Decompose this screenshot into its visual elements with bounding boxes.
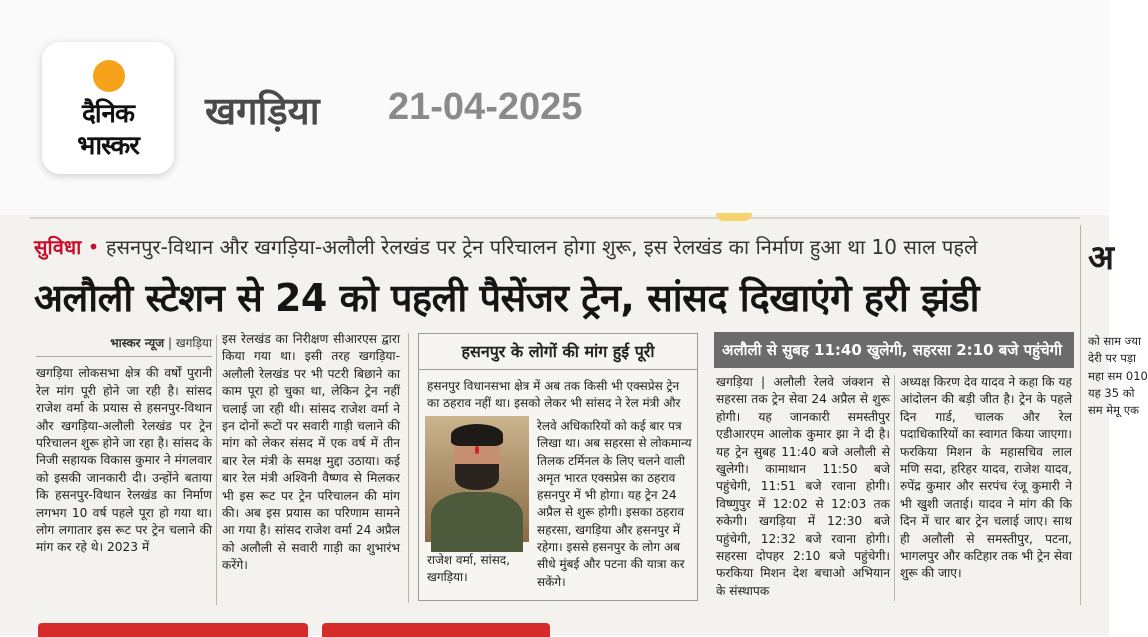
next-story-text: को साम ज्या देरी पर पड़ा महा सम 010 यह 35 को सम मेमू एक [1088,334,1148,418]
photo-hair [451,424,503,446]
next-story-cut [1088,233,1148,633]
header [0,0,1109,215]
article-column-5: अध्यक्ष किरण देव यादव ने कहा कि यह आंदोलन की बड़ी जीत है। ट्रेन के पहले दिन गार्ड, चालक और रेल पदाधिकारियों का स्वागत किया जाएगा। फरकिया मिशन के महासचिव लाल मणि सदा, हरिहर यादव, राजेश यादव, रुपेंद्र कुमार और सरपंच रंजू कुमारी ने भी खुशी जताई। यादव ने मांग की कि दिन में चार बार ट्रेन चलाई जाए। साथ ही अलौली से समस्तीपुर, पटना, भागलपुर और कटिहार तक भी ट्रेन सेवा शुरू की जाए। [900,375,1072,581]
logo-line-2: भास्कर [77,131,139,161]
box-heading: हसनपुर के लोगों की मांग हुई पूरी [419,334,697,370]
mp-photo [425,416,529,542]
byline-place: खगड़िया [175,336,212,350]
box-lead-text: हसनपुर विधानसभा क्षेत्र में अब तक किसी भी एक्सप्रेस ट्रेन का ठहराव नहीं था। इसको लेकर भी सांसद ने रेल मंत्री और [427,379,681,411]
sun-icon [93,60,125,92]
top-divider [30,217,1080,219]
article-column-1 [36,335,212,557]
photo-beard [455,464,499,490]
headline: अलौली स्टेशन से 24 को पहली पैसेंजर ट्रेन, सांसद दिखाएंगे हरी झंडी [34,276,979,320]
kicker-subheading: हसनपुर-विथान और खगड़िया-अलौली रेलखंड पर ट्रेन परिचालन होगा शुरू, इस रेलखंड का निर्माण हुआ था 10 साल पहले [105,235,978,259]
kicker [34,233,978,260]
edition-date: 21-04-2025 [388,86,583,128]
bottom-red-banner [38,623,308,637]
sun-glow-decoration [716,213,752,221]
kicker-tag: सुविधा [34,235,82,259]
byline: भास्कर न्यूज | खगड़िया [36,335,212,357]
article-column-2: इस रेलखंड का निरीक्षण सीआरएस द्वारा किया गया था। इसी तरह खगड़िया-अलौली रेलखंड पर भी पटरी बिछाने का काम पूरा हो चुका था, लेकिन ट्रेन नहीं चलाई जा रही थी। सांसद राजेश वर्मा ने इन दोनों रूटों पर सवारी गाड़ी चलाने की मांग को लेकर संसद में एक वर्ष में तीन बार रेल मंत्री के समक्ष मुद्दा उठाया। कई बार रेल मंत्री अश्विनी वैष्णव से मिलकर भी इस रूट पर ट्रेन परिचालन की मांग की। अब इस प्रयास का परिणाम सामने आ गया है। सांसद राजेश वर्मा 24 अप्रैल को अलौली से सवारी गाड़ी का शुभारंभ करेंगे। [222,332,400,573]
photo-shirt [431,492,523,552]
photo-tilak [475,446,479,454]
next-story-headline: अ [1088,238,1114,278]
column-1-text: खगड़िया लोकसभा क्षेत्र की वर्षों पुरानी रेल मांग पूरी होने जा रही है। सांसद राजेश वर्मा के प्रयास से हसनपुर-विथान और खगड़िया-अलौली रेलखंड पर ट्रेन परिचालन शुरू होने जा रहा है। सांसद के निजी सहायक विकास कुमार ने मंगलवार को इसकी जानकारी दी। उन्होंने बताया कि हसनपुर-विथान रेलखंड का निर्माण लगभग 10 वर्ष पहले पूरा हो गया था। लोग लगातार इस रूट पर ट्रेन चलाने की मांग कर रहे थे। 2023 में [36,366,212,555]
city-name: खगड़िया [205,89,320,133]
logo-line-1: दैनिक [82,99,134,129]
article-column-4: खगड़िया | अलौली रेलवे जंक्शन से सहरसा तक ट्रेन सेवा 24 अप्रैल से शुरू होगी। यह जानकारी समस्तीपुर एडीआरएम आलोक कुमार झा ने दी है। यह ट्रेन सुबह 11:40 बजे अलौली से खुलेगी। कामाथान 11:50 बजे पहुंचेगी, 11:51 बजे रवाना होगी। विष्णुपुर में 12:02 से 12:03 तक रुकेगी। खगड़िया में 12:30 बजे पहुंचेगी, 12:32 बजे रवाना होगी। सहरसा दोपहर 2:10 बजे पहुंचेगी। फरकिया मिशन देश बचाओ अभियान के संस्थापक [716,375,890,598]
column-divider [216,335,217,605]
dainik-bhaskar-logo [42,42,174,174]
story-divider [1080,225,1081,605]
bullet-icon: • [87,235,106,259]
box-body-text: रेलवे अधिकारियों को कई बार पत्र लिखा था। अब सहरसा से लोकमान्य तिलक टर्मिनल के लिए चलने वाली अमृत भारत एक्सप्रेस का ठहराव हसनपुर में भी होगा। यह ट्रेन 24 अप्रैल से शुरू होगी। इसका ठहराव सहरसा, खगड़िया और हसनपुर में रहेगा। इससे हसनपुर के लोग अब सीधे मुंबई और पटना की यात्रा कर सकेंगे। [537,419,692,589]
newspaper-clipping [0,215,1148,636]
sidebar-box [418,333,698,601]
schedule-subheading: अलौली से सुबह 11:40 खुलेगी, सहरसा 2:10 बजे पहुंचेगी [714,332,1074,368]
column-divider [408,333,409,603]
photo-caption: राजेश वर्मा, सांसद, खगड़िया। [427,553,510,584]
bottom-cut-strip [0,621,1109,636]
bottom-red-banner [322,623,550,637]
byline-source: भास्कर न्यूज [110,336,165,350]
column-divider [894,375,895,601]
